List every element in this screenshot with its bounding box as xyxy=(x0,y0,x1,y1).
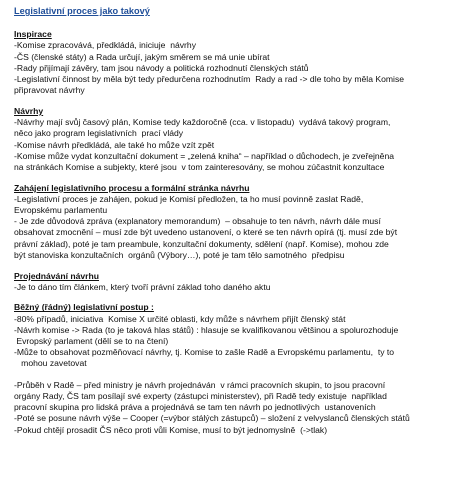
paragraph-line: být stanoviska konzultačních orgánů (Výbory…), poté je tam tělo samotného předpisu xyxy=(14,249,345,260)
paragraph-line: -Legislativní proces je zahájen, pokud je Komisí předložen, ta ho musí povinně zaslat Radě, xyxy=(14,193,364,204)
section-bezny-postup xyxy=(14,302,448,435)
section-heading: Inspirace xyxy=(14,29,52,40)
paragraph-line: pracovní skupina pro lidská práva a projednává se tam ten návrh po jednotlivých ustanoveních xyxy=(14,402,376,413)
paragraph-line: orgány Rady, ČS tam posílají své experty (zástupci ministerstev), při Radě tedy existuje například xyxy=(14,390,387,401)
paragraph-line: -Rady přijímají závěry, tam jsou návody a politická rozhodnutí členských států xyxy=(14,62,309,73)
paragraph-line: -Je to dáno tím článkem, který tvoří právní základ toho daného aktu xyxy=(14,281,271,292)
paragraph-line: -Pokud chtějí prosadit ČS něco proti vůli Komise, musí to být jednomyslně (->tlak) xyxy=(14,424,328,435)
paragraph-line: Evropskému parlamentu xyxy=(14,205,108,216)
paragraph-line: -Může to obsahovat pozměňovací návrhy, tj. Komise to zašle Radě a Evropskému parlamentu, ty to xyxy=(14,347,395,358)
paragraph-line: připravovat návrhy xyxy=(14,85,85,96)
paragraph-line: něco jako program legislativních prací vlády xyxy=(14,128,184,139)
paragraph-line: -Návrh komise -> Rada (to je taková hlas států) : hlasuje se kvalifikovanou většinou a spolurozhoduje xyxy=(14,324,399,335)
paragraph-line: na stránkách Komise a subjekty, které jsou v tom zainteresovány, se mohou zúčastnit konzultace xyxy=(14,161,385,172)
section-inspirace xyxy=(14,29,448,96)
section-heading: Zahájení legislativního procesu a formální stránka návrhu xyxy=(14,182,250,193)
paragraph-line: -Komise návrh předkládá, ale také ho může vzít zpět xyxy=(14,139,215,150)
section-heading: Běžný (řádný) legislativní postup : xyxy=(14,302,154,313)
paragraph-line: -80% případů, iniciativa Komise X určité oblasti, kdy může s návrhem přijít členský stát xyxy=(14,313,346,324)
section-heading: Návrhy xyxy=(14,105,44,116)
paragraph-gap xyxy=(14,370,448,380)
paragraph-line: -Komise může vydat konzultační dokument = „zelená kniha“ – například o důchodech, je zveřejněna xyxy=(14,150,395,161)
section-navrhy xyxy=(14,106,448,173)
document-title: Legislativní proces jako takový xyxy=(14,6,150,16)
paragraph-line: Evropský parlament (dělí se to na čtení) xyxy=(14,336,169,347)
paragraph-line: -Průběh v Radě – před ministry je návrh projednáván v rámci pracovních skupin, to jsou pracovní xyxy=(14,379,386,390)
paragraph-line: -Návrhy mají svůj časový plán, Komise tedy každoročně (cca. v listopadu) vydává takový program, xyxy=(14,117,391,128)
paragraph-line: právní základ), poté je tam preambule, konzultační dokumenty, sdělení (např. Komise), mohou zde xyxy=(14,238,389,249)
section-projednavani xyxy=(14,271,448,293)
section-heading: Projednávání návrhu xyxy=(14,270,100,281)
paragraph-line: mohou zavetovat xyxy=(14,358,87,369)
paragraph-line: -Legislativní činnost by měla být tedy předurčena rozhodnutím Rady a rad -> dle toho by měla Komise xyxy=(14,74,405,85)
paragraph-line: obsahovat zmocnění – musí zde být uvedeno ustanovení, o které se ten návrh opírá (tj. musí zde být xyxy=(14,227,398,238)
section-zahajeni xyxy=(14,183,448,261)
paragraph-line: -Komise zpracovává, předkládá, iniciuje návrhy xyxy=(14,40,196,51)
paragraph-line: -ČS (členské státy) a Rada určují, jakým směrem se má unie ubírat xyxy=(14,51,270,62)
paragraph-line: - Je zde důvodová zpráva (explanatory memorandum) – obsahuje to ten návrh, návrh dále musí xyxy=(14,216,381,227)
paragraph-line: -Poté se posune návrh výše – Cooper (=výbor stálých zástupců) – složení z velvyslanců členských států xyxy=(14,413,410,424)
